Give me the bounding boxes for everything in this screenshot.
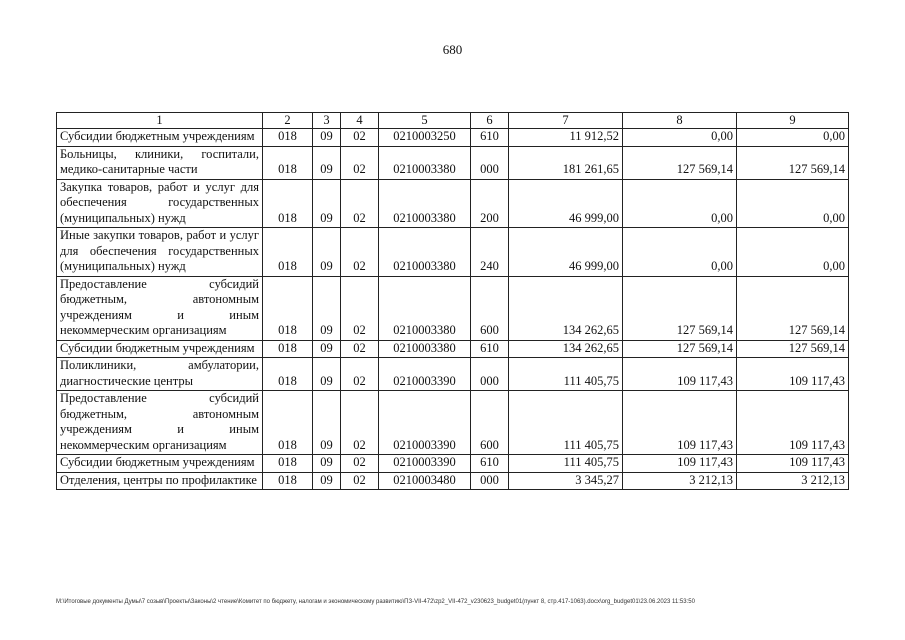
cell-rz: 09 <box>313 391 341 455</box>
table-row <box>57 146 849 179</box>
cell-vr: 600 <box>471 276 509 340</box>
cell-csr: 0210003380 <box>379 228 471 277</box>
table-row <box>57 276 849 340</box>
table-row <box>57 472 849 490</box>
cell-vr: 610 <box>471 340 509 358</box>
cell-rz: 09 <box>313 340 341 358</box>
column-header: 3 <box>313 113 341 129</box>
file-path-footer: M:\Итоговые документы Думы\7 созыв\Проекты\Законы\2 чтение\Комитет по бюджету, налогам и экономическому развитию\ПЗ-VII-472\zp2_VII-472_v230623_budget01(пункт 8, стр.417-1063).docx\org_budget01\23.06.2023 11:53:50 <box>56 599 695 605</box>
cell-rz: 09 <box>313 472 341 490</box>
row-name: Больницы, клиники, госпитали, медико-санитарные части <box>57 146 263 179</box>
cell-value-7: 181 261,65 <box>509 146 623 179</box>
table-row <box>57 340 849 358</box>
row-name: Поликлиники, амбулатории, диагностические центры <box>57 358 263 391</box>
table-row <box>57 391 849 455</box>
cell-vr: 000 <box>471 472 509 490</box>
cell-vr: 000 <box>471 146 509 179</box>
cell-value-9: 127 569,14 <box>737 340 849 358</box>
row-name: Предоставление субсидий бюджетным, автономным учреждениям и иным некоммерческим организациям <box>57 391 263 455</box>
row-name: Субсидии бюджетным учреждениям <box>57 340 263 358</box>
cell-ved: 018 <box>263 358 313 391</box>
cell-ved: 018 <box>263 276 313 340</box>
cell-value-9: 109 117,43 <box>737 358 849 391</box>
table-row <box>57 228 849 277</box>
column-header: 5 <box>379 113 471 129</box>
cell-value-9: 3 212,13 <box>737 472 849 490</box>
cell-csr: 0210003380 <box>379 146 471 179</box>
cell-rz: 09 <box>313 276 341 340</box>
cell-value-7: 111 405,75 <box>509 455 623 473</box>
cell-vr: 610 <box>471 455 509 473</box>
header-row <box>57 113 849 129</box>
cell-value-8: 0,00 <box>623 228 737 277</box>
cell-pr: 02 <box>341 179 379 228</box>
cell-pr: 02 <box>341 228 379 277</box>
cell-pr: 02 <box>341 146 379 179</box>
cell-csr: 0210003480 <box>379 472 471 490</box>
column-header: 1 <box>57 113 263 129</box>
cell-value-8: 109 117,43 <box>623 391 737 455</box>
cell-ved: 018 <box>263 472 313 490</box>
column-header: 9 <box>737 113 849 129</box>
cell-csr: 0210003390 <box>379 455 471 473</box>
row-name: Предоставление субсидий бюджетным, автономным учреждениям и иным некоммерческим организациям <box>57 276 263 340</box>
column-header: 8 <box>623 113 737 129</box>
budget-table <box>56 112 849 490</box>
cell-pr: 02 <box>341 455 379 473</box>
cell-rz: 09 <box>313 179 341 228</box>
row-name: Субсидии бюджетным учреждениям <box>57 129 263 147</box>
cell-value-8: 127 569,14 <box>623 276 737 340</box>
page-number: 680 <box>442 42 463 57</box>
cell-value-9: 127 569,14 <box>737 276 849 340</box>
cell-value-7: 111 405,75 <box>509 391 623 455</box>
row-name: Иные закупки товаров, работ и услуг для обеспечения государственных (муниципальных) нужд <box>57 228 263 277</box>
cell-csr: 0210003380 <box>379 276 471 340</box>
column-header: 2 <box>263 113 313 129</box>
cell-rz: 09 <box>313 129 341 147</box>
cell-rz: 09 <box>313 455 341 473</box>
cell-value-9: 0,00 <box>737 129 849 147</box>
cell-value-7: 46 999,00 <box>509 179 623 228</box>
cell-ved: 018 <box>263 340 313 358</box>
cell-ved: 018 <box>263 129 313 147</box>
cell-vr: 600 <box>471 391 509 455</box>
cell-csr: 0210003250 <box>379 129 471 147</box>
cell-pr: 02 <box>341 129 379 147</box>
cell-value-7: 134 262,65 <box>509 276 623 340</box>
column-header: 4 <box>341 113 379 129</box>
cell-ved: 018 <box>263 228 313 277</box>
cell-csr: 0210003380 <box>379 340 471 358</box>
cell-value-7: 11 912,52 <box>509 129 623 147</box>
table-row <box>57 129 849 147</box>
cell-value-7: 3 345,27 <box>509 472 623 490</box>
cell-csr: 0210003380 <box>379 179 471 228</box>
cell-vr: 240 <box>471 228 509 277</box>
cell-value-9: 109 117,43 <box>737 391 849 455</box>
table-body <box>57 129 849 490</box>
cell-value-7: 111 405,75 <box>509 358 623 391</box>
cell-ved: 018 <box>263 146 313 179</box>
cell-value-8: 0,00 <box>623 179 737 228</box>
cell-vr: 610 <box>471 129 509 147</box>
cell-rz: 09 <box>313 146 341 179</box>
cell-pr: 02 <box>341 472 379 490</box>
cell-value-7: 46 999,00 <box>509 228 623 277</box>
cell-rz: 09 <box>313 358 341 391</box>
cell-pr: 02 <box>341 391 379 455</box>
column-header: 6 <box>471 113 509 129</box>
cell-pr: 02 <box>341 276 379 340</box>
column-header: 7 <box>509 113 623 129</box>
cell-value-8: 127 569,14 <box>623 146 737 179</box>
cell-csr: 0210003390 <box>379 391 471 455</box>
cell-value-8: 0,00 <box>623 129 737 147</box>
cell-value-8: 3 212,13 <box>623 472 737 490</box>
cell-vr: 200 <box>471 179 509 228</box>
cell-pr: 02 <box>341 358 379 391</box>
cell-vr: 000 <box>471 358 509 391</box>
cell-value-7: 134 262,65 <box>509 340 623 358</box>
cell-value-8: 109 117,43 <box>623 455 737 473</box>
table-row <box>57 455 849 473</box>
row-name: Субсидии бюджетным учреждениям <box>57 455 263 473</box>
cell-ved: 018 <box>263 391 313 455</box>
table-row <box>57 358 849 391</box>
cell-value-9: 0,00 <box>737 228 849 277</box>
row-name: Закупка товаров, работ и услуг для обеспечения государственных (муниципальных) нужд <box>57 179 263 228</box>
table-row <box>57 179 849 228</box>
cell-rz: 09 <box>313 228 341 277</box>
cell-value-9: 127 569,14 <box>737 146 849 179</box>
row-name: Отделения, центры по профилактике <box>57 472 263 490</box>
cell-value-9: 109 117,43 <box>737 455 849 473</box>
cell-value-8: 109 117,43 <box>623 358 737 391</box>
cell-pr: 02 <box>341 340 379 358</box>
cell-value-8: 127 569,14 <box>623 340 737 358</box>
cell-ved: 018 <box>263 455 313 473</box>
cell-ved: 018 <box>263 179 313 228</box>
cell-csr: 0210003390 <box>379 358 471 391</box>
cell-value-9: 0,00 <box>737 179 849 228</box>
